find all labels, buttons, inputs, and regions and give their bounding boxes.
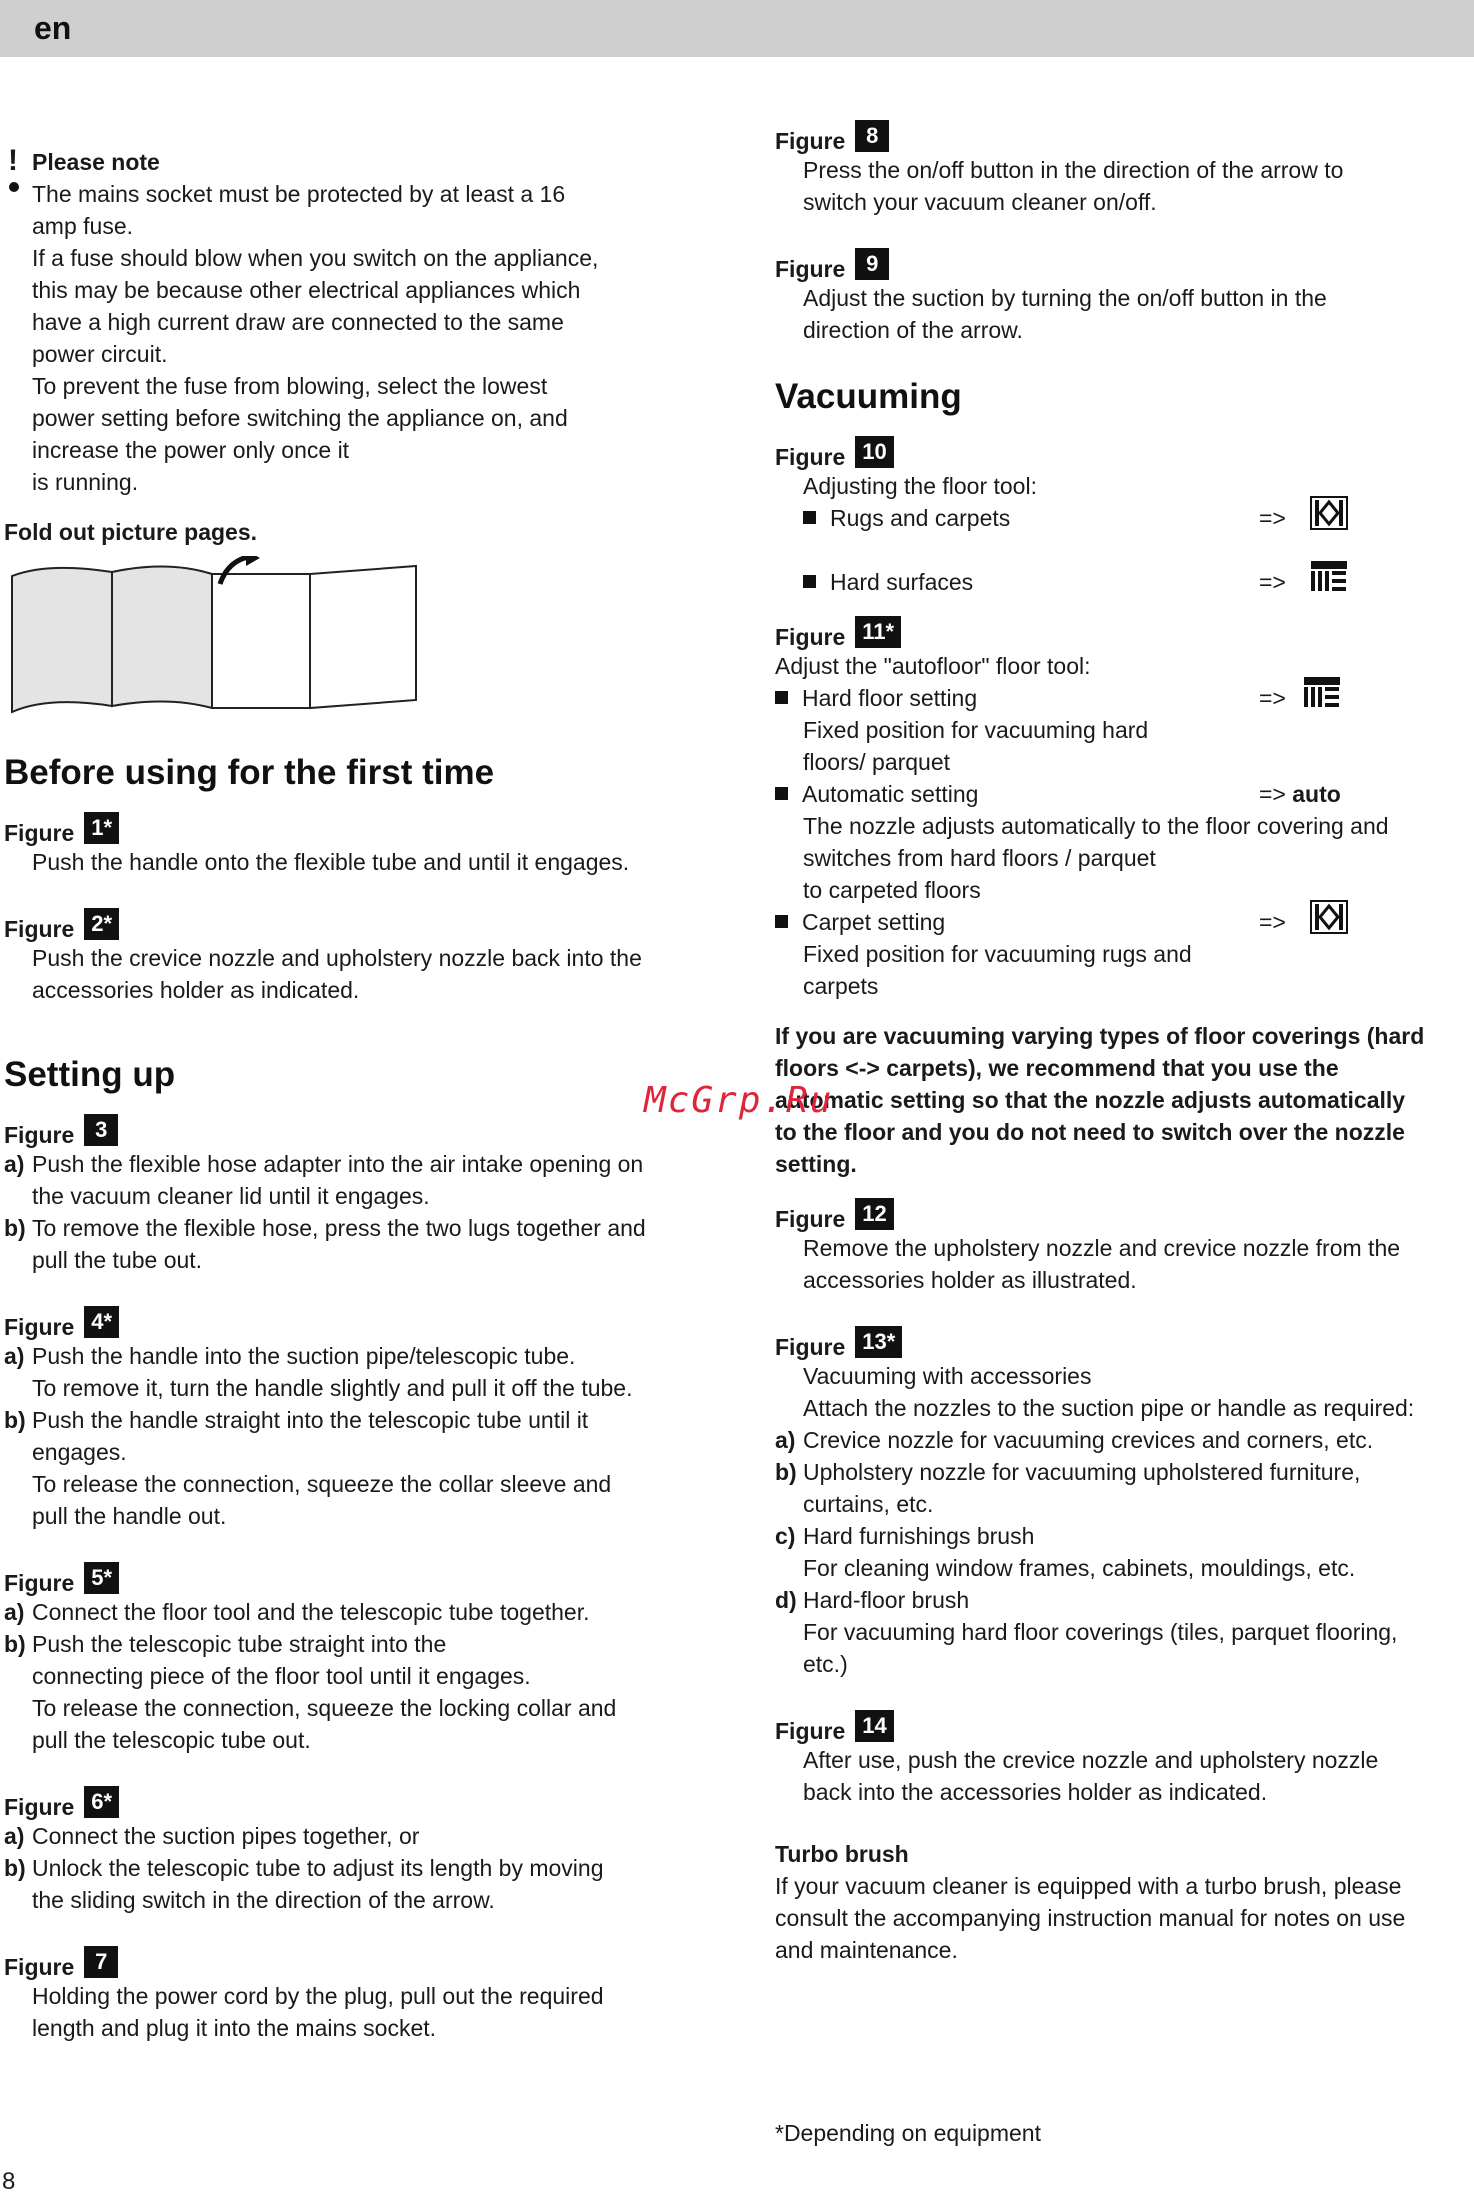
note-line: The mains socket must be protected by at least a 16 xyxy=(32,181,566,207)
bullet-icon xyxy=(9,182,19,192)
fold-out-pages-illustration xyxy=(8,556,418,726)
figure-6-block xyxy=(4,1786,704,1916)
figure-number-badge: 5* xyxy=(84,1562,119,1594)
figure-label: Figure xyxy=(775,624,846,650)
figure-label: Figure xyxy=(4,1314,75,1340)
figure-text: direction of the arrow. xyxy=(803,317,1023,343)
square-bullet-icon xyxy=(775,691,788,704)
step-letter: a) xyxy=(4,1343,25,1369)
recommendation-line: floors <-> carpets), we recommend that you use the xyxy=(775,1055,1339,1081)
square-bullet-icon xyxy=(803,575,816,588)
figure-text: Press the on/off button in the direction of the arrow to xyxy=(803,157,1344,183)
figure-text: accessories holder as illustrated. xyxy=(803,1267,1137,1293)
note-line: power circuit. xyxy=(32,341,168,367)
figure-text: After use, push the crevice nozzle and upholstery nozzle xyxy=(803,1747,1379,1773)
carpet-setting-icon xyxy=(1310,496,1348,530)
figure-text: Adjust the "autofloor" floor tool: xyxy=(775,653,1091,679)
watermark-text: McGrp.Ru xyxy=(644,1080,834,1121)
step-text: Connect the suction pipes together, or xyxy=(32,1823,420,1849)
figure-8-block xyxy=(775,120,1470,218)
figure-2-block xyxy=(4,908,704,1006)
step-letter: c) xyxy=(775,1523,796,1549)
figure-1-block xyxy=(4,812,704,878)
figure-number-badge: 6* xyxy=(84,1786,119,1818)
arrow-text: => xyxy=(1259,685,1286,711)
figure-text: length and plug it into the mains socket. xyxy=(32,2015,437,2041)
arrow-text: => xyxy=(1259,909,1286,935)
figure-number-badge: 1* xyxy=(84,812,119,844)
figure-text: Adjust the suction by turning the on/off button in the xyxy=(803,285,1327,311)
figure-label: Figure xyxy=(775,1718,846,1744)
figure-text: Remove the upholstery nozzle and crevice nozzle from the xyxy=(803,1235,1401,1261)
step-text: Hard-floor brush xyxy=(803,1587,970,1613)
figure-label: Figure xyxy=(775,256,846,282)
figure-number-badge: 2* xyxy=(84,908,119,940)
carpet-setting-icon xyxy=(1310,900,1348,934)
note-line: amp fuse. xyxy=(32,213,133,239)
figure-label: Figure xyxy=(4,916,75,942)
step-letter: a) xyxy=(4,1599,25,1625)
figure-4-block xyxy=(4,1306,704,1532)
turbo-brush-text: consult the accompanying instruction manual for notes on use xyxy=(775,1905,1406,1931)
note-line: this may be because other electrical appliances which xyxy=(32,277,581,303)
figure-number-badge: 9 xyxy=(855,248,889,280)
list-item-desc: to carpeted floors xyxy=(803,877,981,903)
figure-label: Figure xyxy=(4,820,75,846)
step-text: engages. xyxy=(32,1439,127,1465)
step-text: the vacuum cleaner lid until it engages. xyxy=(32,1183,430,1209)
step-text: To release the connection, squeeze the collar sleeve and xyxy=(32,1471,612,1497)
right-column xyxy=(775,120,1470,1966)
square-bullet-icon xyxy=(775,787,788,800)
step-text: Push the handle into the suction pipe/telescopic tube. xyxy=(32,1343,576,1369)
list-item-text: Carpet setting xyxy=(802,909,946,935)
turbo-brush-block xyxy=(775,1838,1470,1966)
figure-text: Adjusting the floor tool: xyxy=(803,473,1037,499)
turbo-brush-text: and maintenance. xyxy=(775,1937,958,1963)
note-line: If a fuse should blow when you switch on the appliance, xyxy=(32,245,599,271)
figure-text: back into the accessories holder as indicated. xyxy=(803,1779,1268,1805)
warning-icon: ! xyxy=(8,144,18,177)
section-heading-before-first-use: Before using for the first time xyxy=(4,753,495,792)
hard-floor-setting-icon xyxy=(1310,560,1348,594)
step-text: Push the telescopic tube straight into the xyxy=(32,1631,447,1657)
please-note-block xyxy=(4,146,704,498)
figure-number-badge: 8 xyxy=(855,120,889,152)
note-line: power setting before switching the appliance on, and xyxy=(32,405,568,431)
figure-5-block xyxy=(4,1562,704,1756)
figure-text: switch your vacuum cleaner on/off. xyxy=(803,189,1157,215)
step-text: pull the handle out. xyxy=(32,1503,227,1529)
step-letter: b) xyxy=(4,1407,26,1433)
figure-7-block xyxy=(4,1946,704,2044)
recommendation-paragraph xyxy=(775,1020,1470,1180)
figure-9-block xyxy=(775,248,1470,346)
figure-label: Figure xyxy=(4,1570,75,1596)
recommendation-line: setting. xyxy=(775,1151,857,1177)
list-item-text: Rugs and carpets xyxy=(830,505,1011,531)
list-item-text: Automatic setting xyxy=(802,781,979,807)
step-text: Push the handle straight into the telescopic tube until it xyxy=(32,1407,589,1433)
step-text: Hard furnishings brush xyxy=(803,1523,1035,1549)
language-label: en xyxy=(34,10,72,46)
square-bullet-icon xyxy=(775,915,788,928)
step-text: curtains, etc. xyxy=(803,1491,934,1517)
step-letter: a) xyxy=(775,1427,796,1453)
fold-out-heading: Fold out picture pages. xyxy=(4,519,258,545)
step-letter: b) xyxy=(4,1631,26,1657)
step-text: For cleaning window frames, cabinets, mouldings, etc. xyxy=(803,1555,1356,1581)
step-letter: b) xyxy=(775,1459,797,1485)
list-item-desc: carpets xyxy=(803,973,879,999)
recommendation-line: to the floor and you do not need to switch over the nozzle xyxy=(775,1119,1405,1145)
step-text: Unlock the telescopic tube to adjust its length by moving xyxy=(32,1855,604,1881)
figure-11-block xyxy=(775,616,1470,1002)
list-item-text: Hard surfaces xyxy=(830,569,974,595)
list-item-text: Hard floor setting xyxy=(802,685,978,711)
list-item-desc: The nozzle adjusts automatically to the floor covering and xyxy=(803,813,1389,839)
figure-number-badge: 4* xyxy=(84,1306,119,1338)
figure-label: Figure xyxy=(775,444,846,470)
figure-number-badge: 7 xyxy=(84,1946,118,1978)
figure-text: accessories holder as indicated. xyxy=(32,977,360,1003)
figure-label: Figure xyxy=(775,128,846,154)
step-text: For vacuuming hard floor coverings (tiles, parquet flooring, xyxy=(803,1619,1398,1645)
step-text: To remove it, turn the handle slightly and pull it off the tube. xyxy=(32,1375,633,1401)
figure-number-badge: 14 xyxy=(855,1710,893,1742)
step-text: Crevice nozzle for vacuuming crevices and corners, etc. xyxy=(803,1427,1374,1453)
list-item-desc: Fixed position for vacuuming hard xyxy=(803,717,1149,743)
step-text: the sliding switch in the direction of the arrow. xyxy=(32,1887,495,1913)
figure-text: Push the crevice nozzle and upholstery nozzle back into the xyxy=(32,945,642,971)
figure-10-block xyxy=(775,436,1470,598)
header-bar xyxy=(0,0,1474,57)
figure-label: Figure xyxy=(775,1206,846,1232)
step-text: pull the telescopic tube out. xyxy=(32,1727,311,1753)
hard-floor-setting-icon xyxy=(1303,676,1341,710)
step-letter: b) xyxy=(4,1215,26,1241)
step-text: To remove the flexible hose, press the two lugs together and xyxy=(32,1215,646,1241)
step-letter: b) xyxy=(4,1855,26,1881)
turbo-brush-title: Turbo brush xyxy=(775,1841,909,1867)
step-text: pull the tube out. xyxy=(32,1247,203,1273)
list-item-desc: Fixed position for vacuuming rugs and xyxy=(803,941,1192,967)
square-bullet-icon xyxy=(803,511,816,524)
section-heading-setting-up: Setting up xyxy=(4,1055,176,1094)
step-text: Upholstery nozzle for vacuuming upholstered furniture, xyxy=(803,1459,1361,1485)
recommendation-line: If you are vacuuming varying types of floor coverings (hard xyxy=(775,1023,1425,1049)
step-letter: d) xyxy=(775,1587,797,1613)
page-number: 8 xyxy=(2,2168,16,2195)
note-line: increase the power only once it xyxy=(32,437,350,463)
figure-label: Figure xyxy=(4,1794,75,1820)
list-item-desc: switches from hard floors / parquet xyxy=(803,845,1156,871)
footnote: *Depending on equipment xyxy=(775,2120,1041,2146)
figure-number-badge: 10 xyxy=(855,436,893,468)
note-line: have a high current draw are connected to the same xyxy=(32,309,564,335)
note-title: Please note xyxy=(32,149,160,175)
figure-label: Figure xyxy=(4,1122,75,1148)
figure-text: Push the handle onto the flexible tube and until it engages. xyxy=(32,849,630,875)
arrow-text: => xyxy=(1259,505,1286,531)
step-text: connecting piece of the floor tool until it engages. xyxy=(32,1663,531,1689)
figure-label: Figure xyxy=(4,1954,75,1980)
figure-number-badge: 11* xyxy=(855,616,901,648)
step-text: Connect the floor tool and the telescopic tube together. xyxy=(32,1599,590,1625)
figure-text: Holding the power cord by the plug, pull out the required xyxy=(32,1983,604,2009)
list-item-desc: floors/ parquet xyxy=(803,749,951,775)
note-line: To prevent the fuse from blowing, select the lowest xyxy=(32,373,548,399)
figure-text: Vacuuming with accessories xyxy=(803,1363,1092,1389)
figure-number-badge: 3 xyxy=(84,1114,118,1146)
figure-14-block xyxy=(775,1710,1470,1808)
auto-value: auto xyxy=(1292,781,1341,807)
turbo-brush-text: If your vacuum cleaner is equipped with a turbo brush, please xyxy=(775,1873,1402,1899)
recommendation-line: automatic setting so that the nozzle adjusts automatically xyxy=(775,1087,1406,1113)
figure-12-block xyxy=(775,1198,1470,1296)
figure-number-badge: 12 xyxy=(855,1198,893,1230)
note-line: is running. xyxy=(32,469,139,495)
step-letter: a) xyxy=(4,1823,25,1849)
step-text: To release the connection, squeeze the locking collar and xyxy=(32,1695,617,1721)
arrow-text: => xyxy=(1259,781,1286,807)
figure-label: Figure xyxy=(775,1334,846,1360)
figure-text: Attach the nozzles to the suction pipe or handle as required: xyxy=(803,1395,1415,1421)
left-column xyxy=(4,146,704,2044)
step-letter: a) xyxy=(4,1151,25,1177)
figure-3-block xyxy=(4,1114,704,1276)
figure-13-block xyxy=(775,1326,1470,1680)
arrow-text: => xyxy=(1259,569,1286,595)
section-heading-vacuuming: Vacuuming xyxy=(775,377,962,416)
step-text: Push the flexible hose adapter into the air intake opening on xyxy=(32,1151,644,1177)
figure-number-badge: 13* xyxy=(855,1326,902,1358)
step-text: etc.) xyxy=(803,1651,848,1677)
